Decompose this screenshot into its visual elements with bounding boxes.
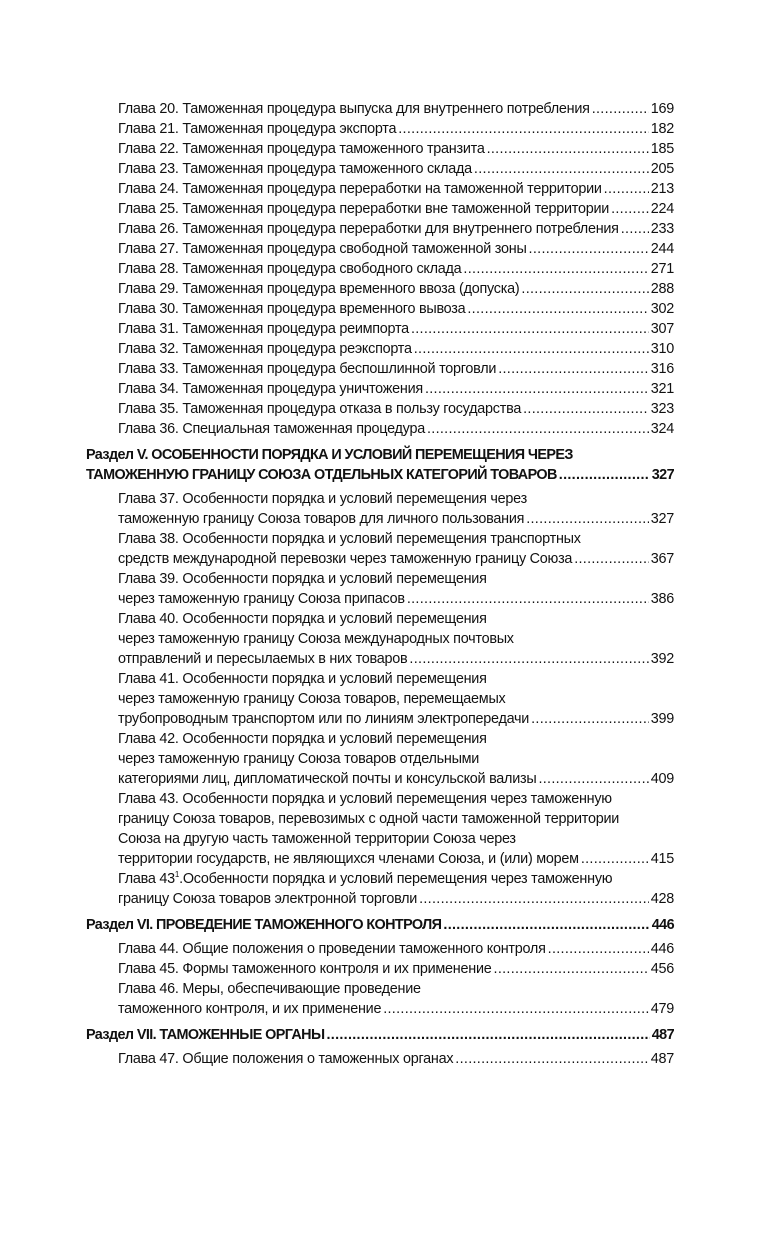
toc-line-text: таможенную границу Союза товаров для личного пользования (118, 511, 525, 527)
dot-leader (414, 339, 649, 359)
toc-line-text: Глава 36. Специальная таможенная процедура (118, 421, 425, 437)
page-number: 213 (650, 181, 674, 197)
toc-line (86, 465, 674, 485)
dot-leader (574, 549, 649, 569)
toc-line (86, 549, 674, 569)
page-number: 479 (650, 1001, 674, 1017)
toc-chapter (86, 359, 674, 379)
dot-leader (427, 419, 649, 439)
toc-line-text: Глава 24. Таможенная процедура переработки на таможенной территории (118, 181, 602, 197)
toc-line-text: через таможенную границу Союза товаров, перемещаемых (118, 691, 506, 707)
page-number: 310 (650, 341, 674, 357)
dot-leader (604, 179, 649, 199)
toc-chapter (86, 979, 674, 1019)
toc-line-text: Союза на другую часть таможенной территории Союза через (118, 831, 516, 847)
page-number: 327 (650, 511, 674, 527)
page-number: 446 (651, 917, 674, 933)
toc-line-text: границу Союза товаров, перевозимых с одной части таможенной территории (118, 811, 620, 827)
toc-line (86, 1025, 674, 1045)
toc-line (86, 509, 674, 529)
toc-line-text: Глава 26. Таможенная процедура переработки для внутреннего потребления (118, 221, 619, 237)
dot-leader (326, 1025, 649, 1045)
toc-chapter (86, 319, 674, 339)
toc-line (86, 219, 674, 239)
toc-line-text: Глава 38. Особенности порядка и условий перемещения транспортных (118, 531, 581, 547)
toc-line-text: Глава 22. Таможенная процедура таможенного транзита (118, 141, 485, 157)
page-number: 428 (650, 891, 674, 907)
toc-chapter (86, 939, 674, 959)
toc-line (86, 979, 674, 999)
page-number: 487 (651, 1027, 674, 1043)
dot-leader (398, 119, 648, 139)
toc-line-text: Глава 46. Меры, обеспечивающие проведение (118, 981, 421, 997)
toc-line (86, 609, 674, 629)
toc-line-text: Раздел VI. ПРОВЕДЕНИЕ ТАМОЖЕННОГО КОНТРОЛЯ (86, 917, 442, 933)
toc-chapter (86, 259, 674, 279)
toc-chapter (86, 419, 674, 439)
toc-chapter (86, 379, 674, 399)
toc-line (86, 889, 674, 909)
toc-chapter (86, 1049, 674, 1069)
toc-line-text: через таможенную границу Союза припасов (118, 591, 405, 607)
toc-chapter (86, 239, 674, 259)
toc-line-text: Глава 29. Таможенная процедура временного ввоза (допуска) (118, 281, 520, 297)
toc-line (86, 769, 674, 789)
page-number: 224 (650, 201, 674, 217)
table-of-contents (86, 99, 674, 1069)
toc-line (86, 589, 674, 609)
page-number: 316 (650, 361, 674, 377)
toc-line-text: Глава 27. Таможенная процедура свободной таможенной зоны (118, 241, 527, 257)
toc-line (86, 729, 674, 749)
toc-chapter (86, 489, 674, 529)
dot-leader (526, 509, 649, 529)
toc-line (86, 689, 674, 709)
toc-line-text: Глава 25. Таможенная процедура переработки вне таможенной территории (118, 201, 610, 217)
page-number: 323 (650, 401, 674, 417)
toc-section (86, 445, 674, 485)
toc-line-text: Раздел VII. ТАМОЖЕННЫЕ ОРГАНЫ (86, 1027, 325, 1043)
toc-line-text: Глава 42. Особенности порядка и условий перемещения (118, 731, 487, 747)
page-number: 302 (650, 301, 674, 317)
dot-leader (531, 709, 649, 729)
toc-section (86, 915, 674, 935)
toc-line (86, 749, 674, 769)
toc-chapter (86, 299, 674, 319)
toc-line (86, 419, 674, 439)
page-number: 244 (650, 241, 674, 257)
toc-line-text: территории государств, не являющихся членами Союза, и (или) морем (118, 851, 579, 867)
toc-chapter (86, 569, 674, 609)
toc-line (86, 709, 674, 729)
toc-line-text: Глава 47. Общие положения о таможенных органах (118, 1051, 454, 1067)
toc-chapter (86, 729, 674, 789)
page-number: 307 (650, 321, 674, 337)
dot-leader (611, 199, 649, 219)
toc-line (86, 629, 674, 649)
toc-line (86, 199, 674, 219)
toc-line (86, 849, 674, 869)
toc-chapter (86, 179, 674, 199)
toc-line (86, 809, 674, 829)
toc-line (86, 179, 674, 199)
dot-leader (529, 239, 649, 259)
toc-line (86, 99, 674, 119)
toc-line-text (118, 869, 612, 889)
toc-chapter (86, 339, 674, 359)
toc-chapter (86, 669, 674, 729)
toc-line-text: Глава 37. Особенности порядка и условий перемещения через (118, 491, 527, 507)
toc-chapter (86, 99, 674, 119)
page-number: 487 (650, 1051, 674, 1067)
page-number: 271 (650, 261, 674, 277)
toc-line-text: средств международной перевозки через таможенную границу Союза (118, 551, 573, 567)
toc-line-text: через таможенную границу Союза международных почтовых (118, 631, 514, 647)
toc-chapter (86, 139, 674, 159)
page-number: 392 (650, 651, 674, 667)
dot-leader (581, 849, 649, 869)
toc-line (86, 259, 674, 279)
dot-leader (411, 319, 649, 339)
dot-leader (494, 959, 649, 979)
toc-line-text: через таможенную границу Союза товаров отдельными (118, 751, 480, 767)
toc-line-text: ТАМОЖЕННУЮ ГРАНИЦУ СОЮЗА ОТДЕЛЬНЫХ КАТЕГОРИЙ ТОВАРОВ (86, 467, 557, 483)
dot-leader (621, 219, 649, 239)
dot-leader (521, 279, 648, 299)
page-number: 324 (650, 421, 674, 437)
toc-line (86, 869, 674, 889)
dot-leader (443, 915, 649, 935)
toc-chapter (86, 279, 674, 299)
chapter-title: .Особенности порядка и условий перемещения через таможенную (179, 871, 613, 887)
toc-line-text: Глава 32. Таможенная процедура реэкспорта (118, 341, 412, 357)
page-number: 182 (650, 121, 674, 137)
toc-line (86, 339, 674, 359)
toc-line-text: Глава 23. Таможенная процедура таможенного склада (118, 161, 472, 177)
toc-line (86, 529, 674, 549)
toc-line (86, 649, 674, 669)
toc-line-text: Глава 21. Таможенная процедура экспорта (118, 121, 397, 137)
toc-line-text: Раздел V. ОСОБЕННОСТИ ПОРЯДКА И УСЛОВИЙ ПЕРЕМЕЩЕНИЯ ЧЕРЕЗ (86, 447, 573, 463)
toc-line-text: Глава 28. Таможенная процедура свободного склада (118, 261, 462, 277)
toc-line (86, 119, 674, 139)
dot-leader (425, 379, 649, 399)
chapter-number: Глава 43 (118, 871, 175, 887)
toc-line-text: Глава 40. Особенности порядка и условий перемещения (118, 611, 487, 627)
toc-line-text: трубопроводным транспортом или по линиям электропередачи (118, 711, 530, 727)
dot-leader (538, 769, 648, 789)
page-number: 415 (650, 851, 674, 867)
toc-line (86, 319, 674, 339)
toc-line-text: отправлений и пересылаемых в них товаров (118, 651, 408, 667)
dot-leader (592, 99, 649, 119)
toc-chapter (86, 399, 674, 419)
page-number: 185 (650, 141, 674, 157)
page-number: 169 (650, 101, 674, 117)
toc-line (86, 669, 674, 689)
toc-chapter (86, 609, 674, 669)
toc-chapter (86, 789, 674, 869)
toc-line (86, 139, 674, 159)
toc-line (86, 279, 674, 299)
page-number: 321 (650, 381, 674, 397)
dot-leader (383, 999, 649, 1019)
toc-line (86, 239, 674, 259)
toc-line (86, 915, 674, 935)
toc-line (86, 1049, 674, 1069)
dot-leader (409, 649, 648, 669)
toc-line-text: Глава 45. Формы таможенного контроля и их применение (118, 961, 492, 977)
dot-leader (463, 259, 648, 279)
toc-chapter (86, 159, 674, 179)
page-number: 233 (650, 221, 674, 237)
toc-line-text: Глава 34. Таможенная процедура уничтожения (118, 381, 423, 397)
dot-leader (548, 939, 649, 959)
toc-line-text: таможенного контроля, и их применение (118, 1001, 382, 1017)
dot-leader (474, 159, 649, 179)
toc-line (86, 299, 674, 319)
toc-line-text: границу Союза товаров электронной торговли (118, 891, 418, 907)
toc-chapter (86, 959, 674, 979)
dot-leader (467, 299, 648, 319)
toc-line-text: категориями лиц, дипломатической почты и консульской вализы (118, 771, 537, 787)
page-number: 409 (650, 771, 674, 787)
toc-chapter (86, 219, 674, 239)
toc-line (86, 999, 674, 1019)
toc-line (86, 379, 674, 399)
page-number: 367 (650, 551, 674, 567)
dot-leader (487, 139, 649, 159)
toc-line (86, 789, 674, 809)
dot-leader (498, 359, 649, 379)
toc-line-text: Глава 44. Общие положения о проведении таможенного контроля (118, 941, 546, 957)
page-number: 446 (650, 941, 674, 957)
toc-line-text: Глава 30. Таможенная процедура временного вывоза (118, 301, 466, 317)
toc-line (86, 359, 674, 379)
toc-chapter (86, 119, 674, 139)
toc-line-text: Глава 31. Таможенная процедура реимпорта (118, 321, 409, 337)
dot-leader (559, 465, 650, 485)
dot-leader (455, 1049, 648, 1069)
dot-leader (407, 589, 649, 609)
page-number: 386 (650, 591, 674, 607)
toc-line (86, 399, 674, 419)
toc-line-text: Глава 35. Таможенная процедура отказа в пользу государства (118, 401, 522, 417)
toc-chapter (86, 869, 674, 909)
dot-leader (523, 399, 649, 419)
toc-line-text: Глава 43. Особенности порядка и условий перемещения через таможенную (118, 791, 612, 807)
toc-line (86, 159, 674, 179)
toc-line (86, 959, 674, 979)
toc-chapter (86, 529, 674, 569)
page-number: 327 (651, 467, 674, 483)
chapter-superscript: 1 (174, 870, 180, 880)
page-number: 205 (650, 161, 674, 177)
toc-line-text: Глава 41. Особенности порядка и условий перемещения (118, 671, 487, 687)
toc-line-text: Глава 20. Таможенная процедура выпуска для внутреннего потребления (118, 101, 590, 117)
toc-line-text: Глава 33. Таможенная процедура беспошлинной торговли (118, 361, 497, 377)
toc-line-text: Глава 39. Особенности порядка и условий перемещения (118, 571, 487, 587)
page-number: 288 (650, 281, 674, 297)
toc-line (86, 829, 674, 849)
dot-leader (419, 889, 649, 909)
toc-section (86, 1025, 674, 1045)
toc-line (86, 445, 674, 465)
toc-line (86, 569, 674, 589)
toc-line (86, 489, 674, 509)
toc-chapter (86, 199, 674, 219)
page-number: 399 (650, 711, 674, 727)
toc-line (86, 939, 674, 959)
page-number: 456 (650, 961, 674, 977)
